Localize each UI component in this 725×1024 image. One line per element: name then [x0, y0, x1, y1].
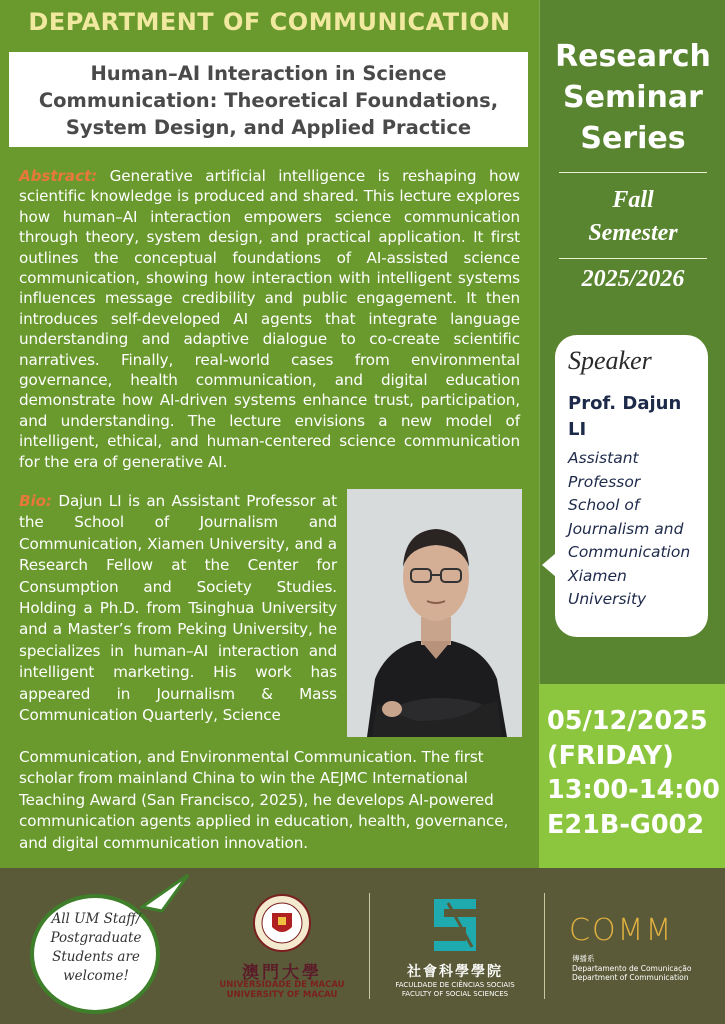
academic-year: 2025/2026: [581, 266, 685, 292]
semester-label: [540, 184, 725, 250]
series-line: Series: [580, 121, 686, 156]
event-time: 13:00-14:00: [547, 775, 720, 805]
event-details: [547, 704, 720, 842]
speaker-affiliation: [568, 447, 703, 612]
speech-bubble-tail-icon: [140, 873, 190, 913]
university-name-chinese: 澳門大學: [242, 963, 322, 983]
comm-name-line: 傳播系: [572, 954, 595, 963]
speaker-portrait-image: [347, 489, 522, 737]
affiliation-line: Communication: [568, 543, 691, 561]
comm-department-name: [572, 954, 712, 983]
faculty-name: [387, 981, 523, 999]
affiliation-line: Xiamen: [568, 566, 627, 585]
semester-line: Fall: [612, 187, 654, 213]
affiliation-line: Assistant: [568, 449, 639, 467]
affiliation-line: Professor: [568, 472, 641, 491]
abstract-text: Generative artificial intelligence is reshaping how scientific knowledge is produced and shared. This lecture explores how human–AI interaction empowers science communication through theory, system design, and practical application. It first outlines the conceptual foundations of AI-assisted science communication, showing how interaction with intelligent systems influences message credibility and public engagement. It then introduces self-developed AI agents that integrate language understanding and adaptive dialogue to co-create scientific narratives. Finally, real-world cases from environmental governance, health communication, and digital education demonstrate how AI-driven systems enhance trust, participation, and understanding. The lecture envisions a new model of intelligent, ethical, and human-centered science communication for the era of generative AI.: [19, 167, 520, 471]
event-room: E21B-G002: [547, 809, 705, 840]
bio-paragraph: [19, 491, 337, 726]
footer-divider: [369, 893, 370, 999]
comm-department-logo: COMM: [569, 913, 674, 948]
event-date: 05/12/2025: [547, 706, 708, 736]
speaker-card-pointer: [542, 553, 556, 577]
affiliation-line: School of: [568, 496, 640, 514]
series-title: [540, 36, 725, 159]
welcome-line: All UM Staff/: [51, 911, 141, 927]
faculty-name-line: FACULDADE DE CIÊNCIAS SOCIAIS: [395, 981, 515, 989]
speaker-heading: Speaker: [568, 346, 652, 375]
faculty-name-chinese: 社會科學學院: [407, 964, 503, 980]
series-line: Seminar: [563, 80, 703, 115]
bio-label: Bio:: [19, 492, 52, 510]
event-day: (FRIDAY): [547, 740, 674, 771]
divider: [559, 258, 707, 259]
university-name-line: UNIVERSIDADE DE MACAU: [219, 980, 345, 990]
affiliation-line: University: [568, 590, 647, 608]
seminar-title-line: Communication: Theoretical Foundations,: [38, 89, 499, 112]
university-name: [218, 980, 346, 1000]
welcome-line: welcome!: [63, 968, 129, 984]
university-of-macau-seal-icon: [252, 893, 312, 953]
university-name-line: UNIVERSITY OF MACAU: [226, 990, 338, 1000]
faculty-of-social-sciences-logo-icon: [430, 895, 480, 955]
department-heading: DEPARTMENT OF COMMUNICATION: [28, 8, 511, 36]
footer-divider: [544, 893, 545, 999]
abstract-label: Abstract:: [19, 167, 98, 185]
affiliation-line: Journalism and: [568, 519, 684, 538]
speaker-name: Prof. Dajun LI: [568, 393, 682, 440]
welcome-line: Students are: [52, 949, 140, 965]
faculty-name-line: FACULTY OF SOCIAL SCIENCES: [401, 990, 509, 998]
speaker-photo: [347, 489, 522, 737]
seminar-title-line: System Design, and Applied Practice: [65, 116, 472, 139]
bio-text: Dajun LI is an Assistant Professor at the School of Journalism and Communication, Xiamen University, and a Research Fellow at the Center for Consumption and Society Studies. Holding a Ph.D. from Tsinghua University and a Master’s from Peking University, he specializes in human–AI interaction and intelligent marketing. His work has appeared in Journalism & Mass Communication Quarterly, Science: [19, 492, 337, 725]
abstract-paragraph: [19, 166, 520, 472]
welcome-message: [38, 910, 154, 986]
seminar-title-box: [9, 52, 528, 147]
semester-line: Semester: [588, 220, 678, 246]
comm-name-line: Departamento de Comunicação: [572, 963, 692, 973]
bio-paragraph-continued: Communication, and Environmental Communication. The first scholar from mainland China to win the AEJMC International Teaching Award (San Francisco, 2025), he develops AI-powered communication agents applied in education, health, governance, and digital communication innovation.: [19, 748, 509, 852]
comm-name-line: Department of Communication: [572, 973, 689, 982]
series-line: Research: [555, 39, 711, 74]
welcome-line: Postgraduate: [50, 930, 142, 946]
divider: [559, 172, 707, 173]
seminar-title-line: Human–AI Interaction in Science: [90, 62, 447, 85]
